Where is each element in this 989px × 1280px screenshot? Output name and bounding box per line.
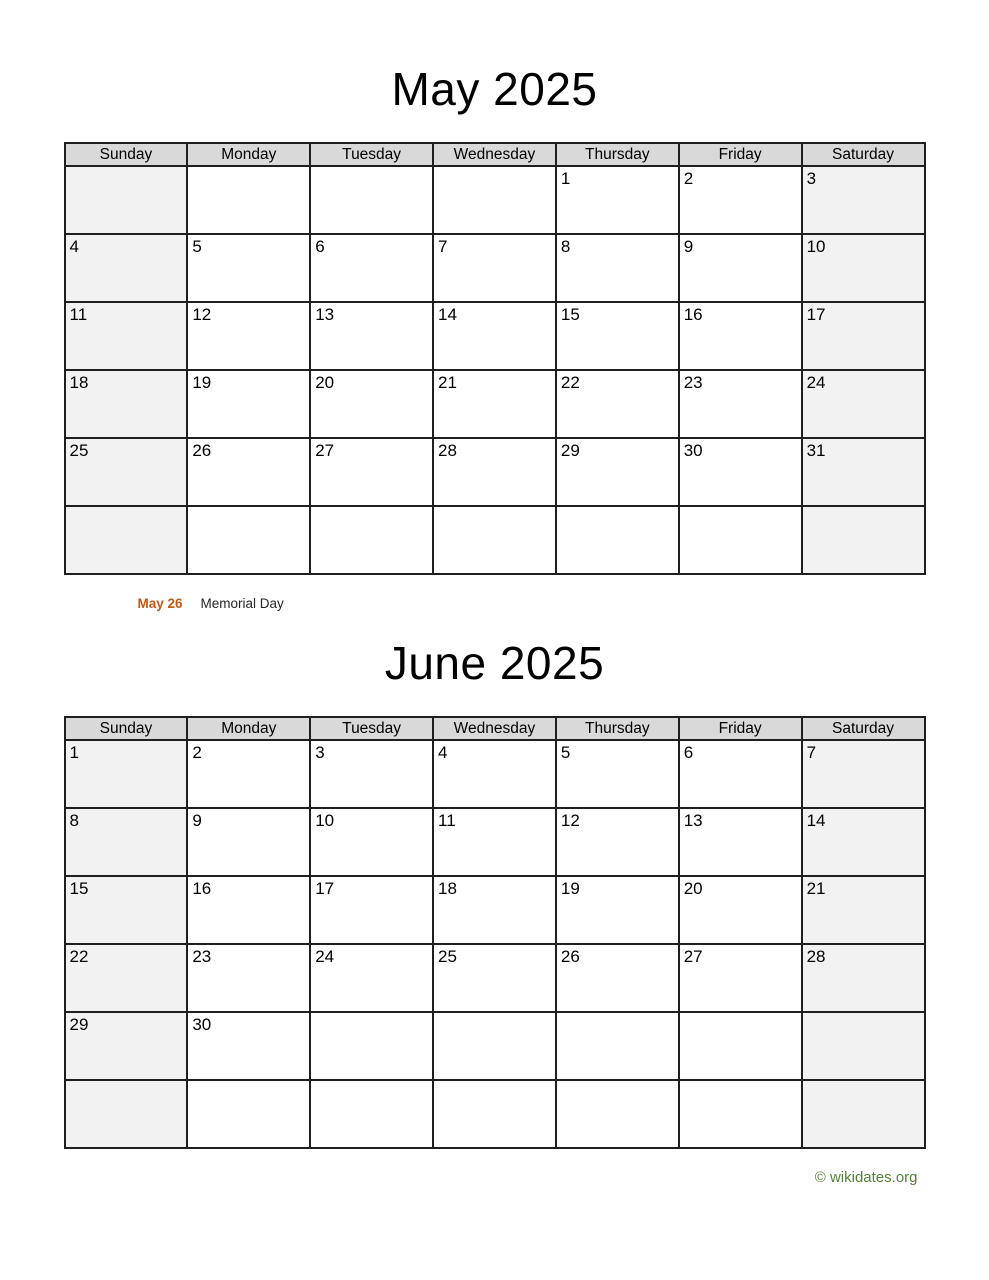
- weekday-header: Saturday: [802, 717, 925, 740]
- day-cell: [310, 876, 433, 944]
- week-row: [65, 1080, 925, 1148]
- day-number: 18: [69, 373, 89, 392]
- day-number: 28: [438, 441, 457, 460]
- day-cell: [187, 740, 310, 808]
- empty-day-cell: [187, 506, 310, 574]
- empty-day-cell: [679, 1080, 802, 1148]
- day-cell: [679, 302, 802, 370]
- week-row: [65, 876, 925, 944]
- day-cell: [679, 876, 802, 944]
- weekday-header: Monday: [187, 143, 310, 166]
- day-number: 20: [315, 373, 335, 392]
- day-cell: [65, 370, 188, 438]
- day-number: 1: [560, 169, 571, 188]
- day-cell: [433, 876, 556, 944]
- day-number: 17: [806, 305, 826, 324]
- empty-day-cell: [802, 1080, 925, 1148]
- week-row: [65, 370, 925, 438]
- weekday-header: Saturday: [802, 143, 925, 166]
- day-number: 29: [560, 441, 580, 460]
- weekday-header: Sunday: [65, 143, 188, 166]
- day-number: 15: [69, 879, 89, 898]
- weekday-header: Wednesday: [433, 143, 556, 166]
- day-number: 3: [315, 743, 325, 762]
- day-cell: [556, 808, 679, 876]
- day-cell: [433, 438, 556, 506]
- day-number: 4: [69, 237, 79, 256]
- day-number: 18: [438, 879, 457, 898]
- week-row: [65, 808, 925, 876]
- day-cell: [679, 370, 802, 438]
- day-number: 14: [438, 305, 457, 324]
- week-row: [65, 438, 925, 506]
- day-cell: [433, 808, 556, 876]
- day-cell: [802, 438, 925, 506]
- day-cell: [433, 740, 556, 808]
- day-number: 13: [315, 305, 335, 324]
- day-cell: [556, 438, 679, 506]
- day-cell: [433, 370, 556, 438]
- day-number: 7: [806, 743, 817, 762]
- day-number: 28: [806, 947, 826, 966]
- day-cell: [187, 302, 310, 370]
- day-cell: [65, 438, 188, 506]
- day-number: 27: [315, 441, 335, 460]
- holiday-date: May 26: [137, 596, 183, 611]
- day-number: 2: [683, 169, 694, 188]
- day-number: 31: [806, 441, 826, 460]
- week-row: [65, 166, 925, 234]
- day-number: 26: [192, 441, 212, 460]
- day-number: 16: [192, 879, 212, 898]
- day-cell: [556, 876, 679, 944]
- day-number: 21: [806, 879, 826, 898]
- day-cell: [433, 302, 556, 370]
- day-number: 20: [683, 879, 703, 898]
- day-cell: [310, 370, 433, 438]
- empty-day-cell: [433, 1012, 556, 1080]
- day-number: 30: [192, 1015, 212, 1034]
- empty-day-cell: [310, 1080, 433, 1148]
- empty-day-cell: [679, 1012, 802, 1080]
- week-row: [65, 740, 925, 808]
- day-cell: [187, 876, 310, 944]
- month-title: May 2025: [391, 63, 598, 115]
- empty-day-cell: [65, 1080, 188, 1148]
- day-cell: [433, 944, 556, 1012]
- empty-day-cell: [187, 1080, 310, 1148]
- day-number: 1: [69, 743, 79, 762]
- day-number: 30: [683, 441, 703, 460]
- day-cell: [187, 438, 310, 506]
- day-number: 10: [315, 811, 335, 830]
- calendar-month: [0, 60, 989, 612]
- empty-day-cell: [310, 506, 433, 574]
- day-cell: [433, 234, 556, 302]
- empty-day-cell: [187, 166, 310, 234]
- day-cell: [65, 944, 188, 1012]
- empty-day-cell: [679, 506, 802, 574]
- empty-day-cell: [556, 1012, 679, 1080]
- day-number: 2: [192, 743, 202, 762]
- day-cell: [679, 944, 802, 1012]
- day-cell: [65, 808, 188, 876]
- day-cell: [187, 1012, 310, 1080]
- day-number: 9: [192, 811, 202, 830]
- day-cell: [187, 234, 310, 302]
- day-cell: [802, 234, 925, 302]
- week-row: [65, 944, 925, 1012]
- weekday-header-row: [65, 717, 925, 740]
- day-number: 7: [438, 237, 448, 256]
- day-cell: [310, 740, 433, 808]
- day-cell: [802, 876, 925, 944]
- day-cell: [310, 234, 433, 302]
- weekday-header: Thursday: [556, 717, 679, 740]
- weekday-header: Sunday: [65, 717, 188, 740]
- day-cell: [65, 234, 188, 302]
- week-row: [65, 506, 925, 574]
- day-number: 9: [683, 237, 694, 256]
- weekday-header: Tuesday: [310, 717, 433, 740]
- weekday-header: Wednesday: [433, 717, 556, 740]
- day-number: 23: [683, 373, 703, 392]
- day-number: 6: [683, 743, 694, 762]
- day-number: 10: [806, 237, 826, 256]
- day-number: 19: [192, 373, 212, 392]
- weekday-header-row: [65, 143, 925, 166]
- weekday-header: Friday: [679, 143, 802, 166]
- day-cell: [187, 944, 310, 1012]
- day-cell: [310, 944, 433, 1012]
- day-number: 19: [560, 879, 580, 898]
- day-number: 3: [806, 169, 817, 188]
- day-number: 11: [438, 811, 456, 830]
- day-number: 16: [683, 305, 703, 324]
- day-cell: [65, 876, 188, 944]
- day-number: 23: [192, 947, 212, 966]
- day-number: 14: [806, 811, 826, 830]
- week-row: [65, 234, 925, 302]
- day-cell: [679, 740, 802, 808]
- day-cell: [310, 808, 433, 876]
- footer-credit-link[interactable]: © wikidates.org: [814, 1169, 918, 1186]
- week-row: [65, 302, 925, 370]
- day-cell: [556, 370, 679, 438]
- day-cell: [65, 1012, 188, 1080]
- empty-day-cell: [802, 506, 925, 574]
- empty-day-cell: [310, 166, 433, 234]
- day-cell: [556, 302, 679, 370]
- day-cell: [556, 234, 679, 302]
- day-cell: [679, 234, 802, 302]
- empty-day-cell: [556, 506, 679, 574]
- day-cell: [679, 808, 802, 876]
- day-cell: [310, 302, 433, 370]
- empty-day-cell: [433, 506, 556, 574]
- day-number: 8: [560, 237, 571, 256]
- page-footer: [64, 1169, 926, 1187]
- day-number: 15: [560, 305, 580, 324]
- day-number: 25: [438, 947, 457, 966]
- month-title: June 2025: [384, 637, 605, 689]
- day-cell: [679, 166, 802, 234]
- day-number: 4: [438, 743, 448, 762]
- weekday-header: Thursday: [556, 143, 679, 166]
- day-number: 6: [315, 237, 325, 256]
- day-cell: [802, 944, 925, 1012]
- day-number: 25: [69, 441, 89, 460]
- empty-day-cell: [65, 506, 188, 574]
- day-cell: [556, 740, 679, 808]
- day-number: 17: [315, 879, 335, 898]
- weekday-header: Tuesday: [310, 143, 433, 166]
- day-number: 27: [683, 947, 703, 966]
- day-number: 22: [560, 373, 580, 392]
- empty-day-cell: [65, 166, 188, 234]
- day-cell: [187, 370, 310, 438]
- day-number: 21: [438, 373, 457, 392]
- day-number: 24: [806, 373, 826, 392]
- day-cell: [802, 740, 925, 808]
- day-cell: [802, 370, 925, 438]
- day-number: 12: [192, 305, 212, 324]
- day-number: 26: [560, 947, 580, 966]
- day-cell: [310, 438, 433, 506]
- day-number: 13: [683, 811, 703, 830]
- day-cell: [556, 944, 679, 1012]
- month-grid: [64, 716, 926, 1149]
- month-grid: [64, 142, 926, 575]
- weekday-header: Friday: [679, 717, 802, 740]
- day-number: 8: [69, 811, 79, 830]
- holiday-note: [64, 595, 926, 612]
- day-cell: [187, 808, 310, 876]
- day-cell: [802, 302, 925, 370]
- holiday-notes: [64, 595, 926, 612]
- day-number: 12: [560, 811, 580, 830]
- day-cell: [802, 166, 925, 234]
- day-number: 29: [69, 1015, 89, 1034]
- calendars-container: [0, 60, 989, 1149]
- day-number: 22: [69, 947, 89, 966]
- weekday-header: Monday: [187, 717, 310, 740]
- empty-day-cell: [310, 1012, 433, 1080]
- holiday-label: Memorial Day: [200, 596, 284, 611]
- day-cell: [556, 166, 679, 234]
- day-number: 11: [69, 305, 88, 324]
- week-row: [65, 1012, 925, 1080]
- empty-day-cell: [433, 166, 556, 234]
- day-number: 5: [192, 237, 202, 256]
- day-cell: [65, 740, 188, 808]
- day-cell: [802, 808, 925, 876]
- calendar-month: [0, 634, 989, 1149]
- empty-day-cell: [802, 1012, 925, 1080]
- empty-day-cell: [556, 1080, 679, 1148]
- empty-day-cell: [433, 1080, 556, 1148]
- day-cell: [65, 302, 188, 370]
- day-number: 5: [560, 743, 571, 762]
- day-number: 24: [315, 947, 335, 966]
- day-cell: [679, 438, 802, 506]
